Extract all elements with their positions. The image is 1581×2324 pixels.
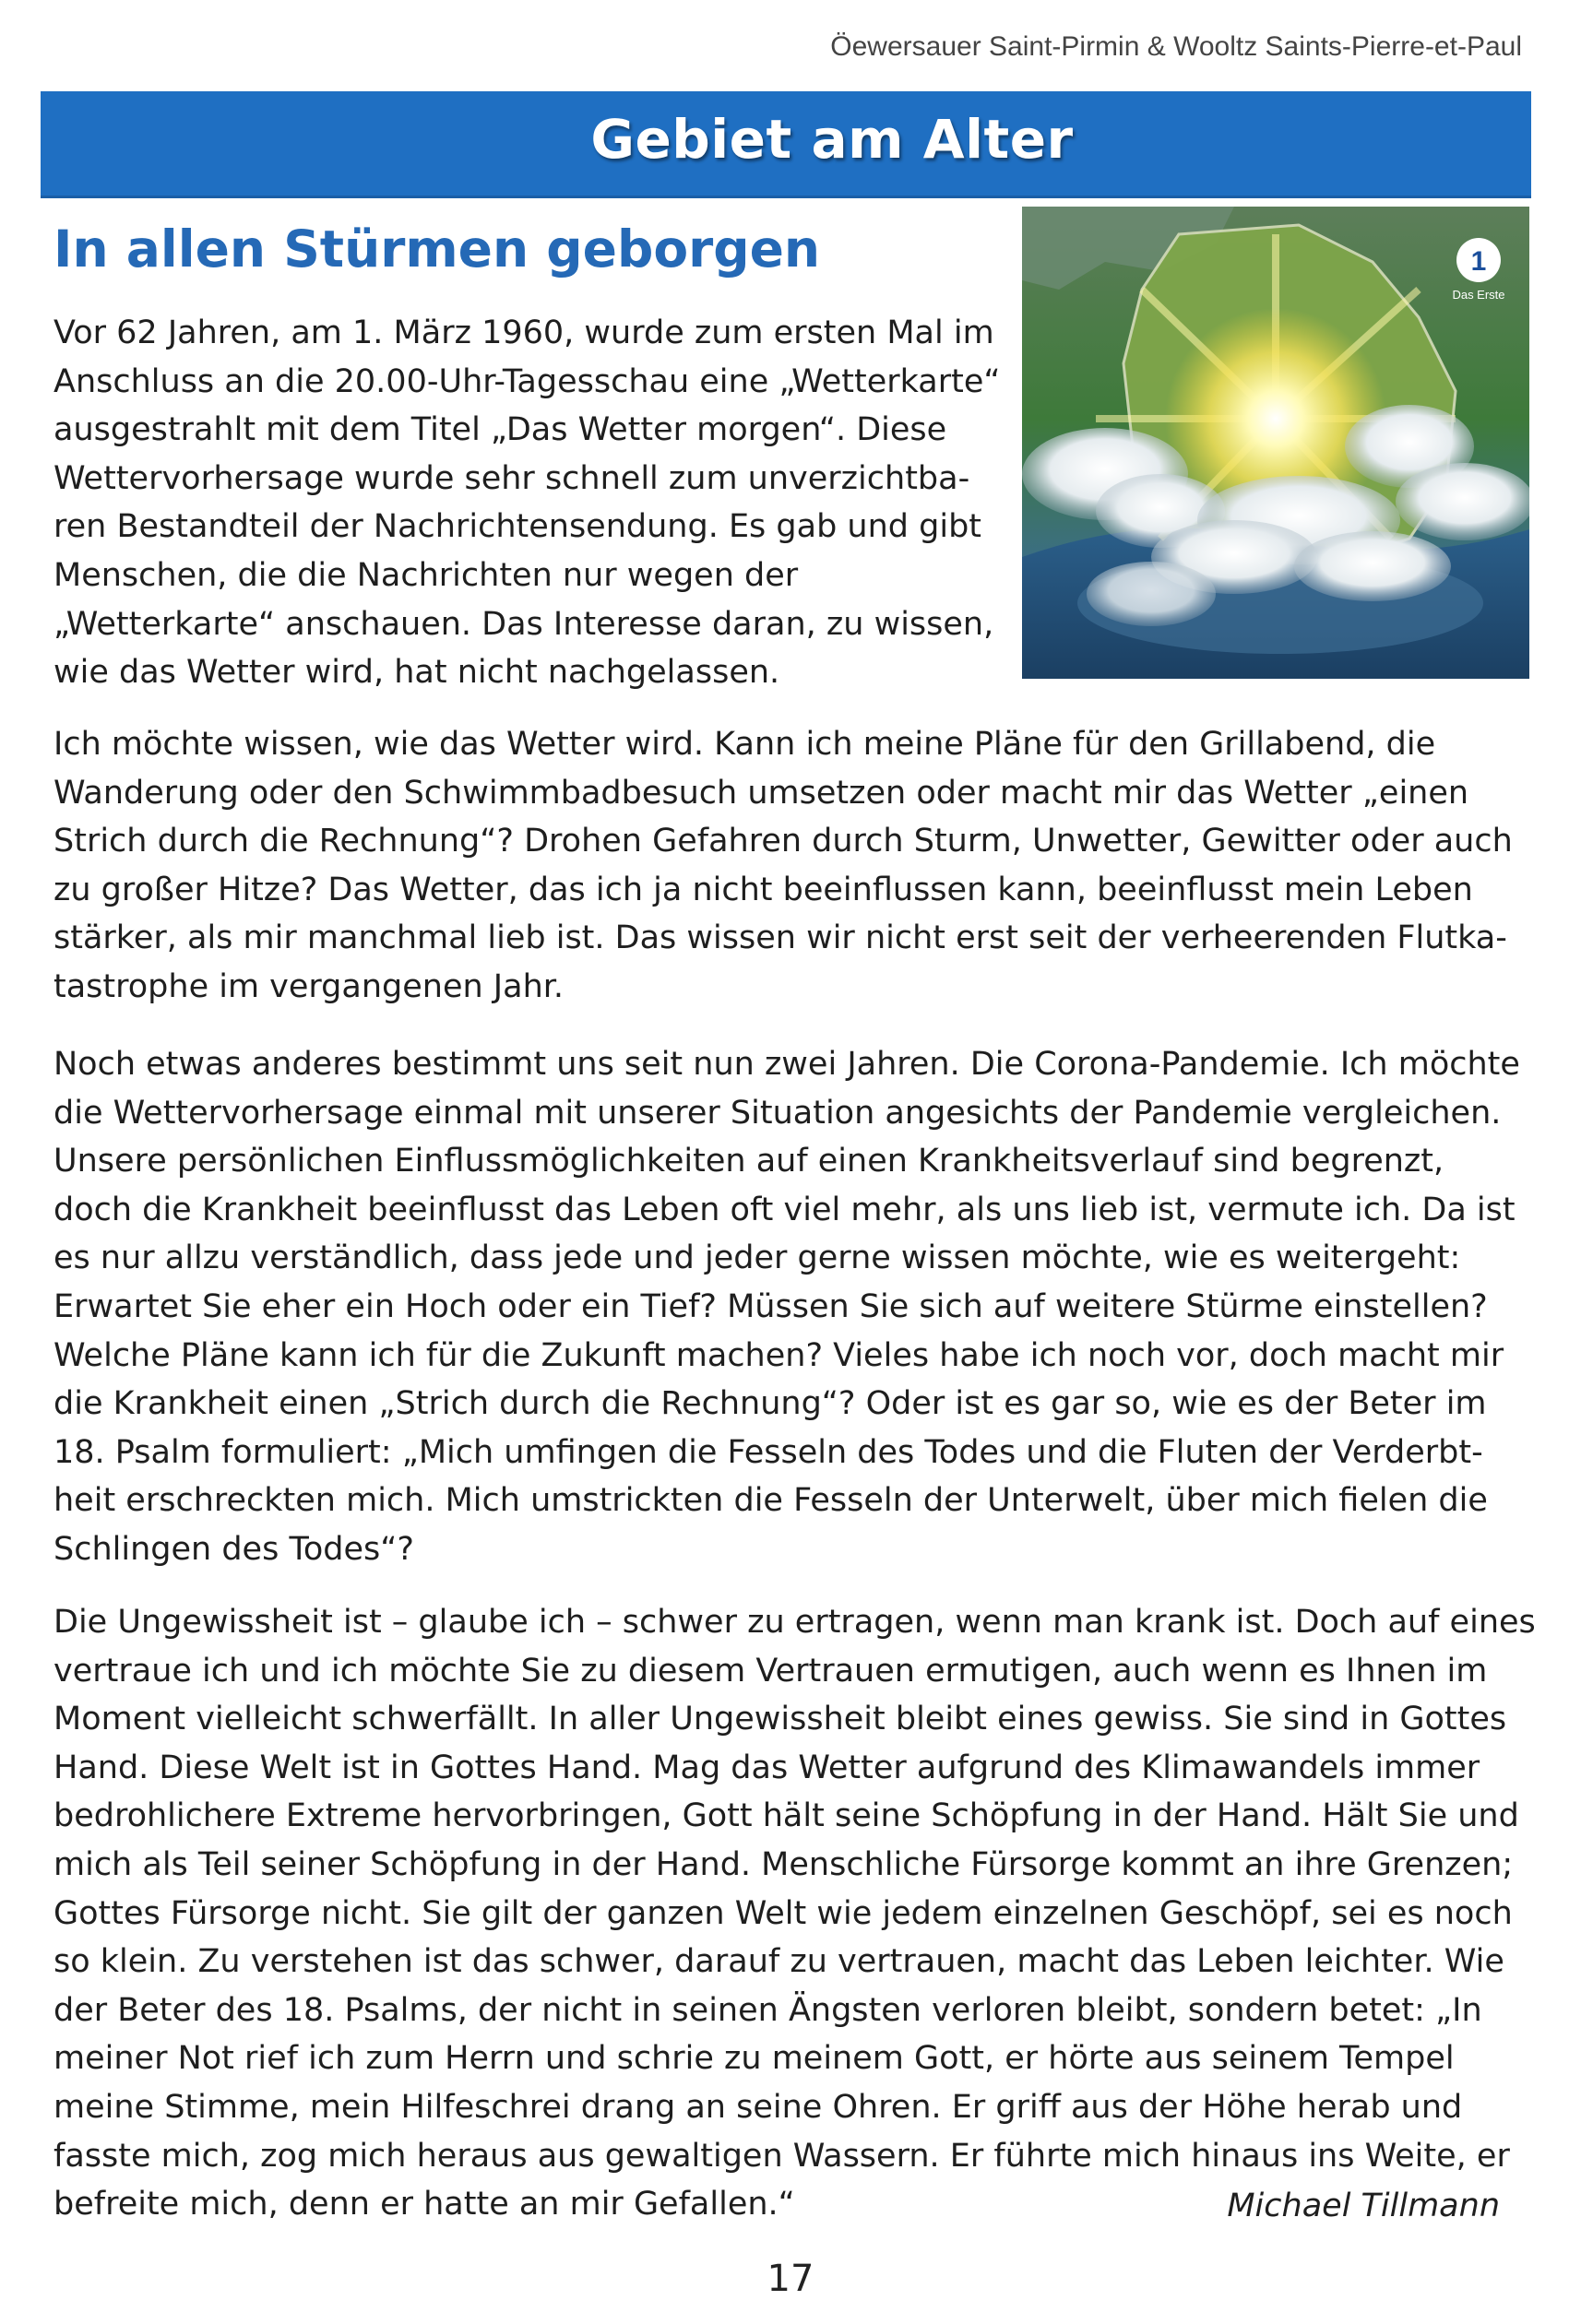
page-number: 17 bbox=[767, 2258, 814, 2300]
text-line: tastrophe im vergangenen Jahr. bbox=[53, 967, 565, 1005]
text-line: Hand. Diese Welt ist in Gottes Hand. Mag das Wetter aufgrund des Klimawandels immer bbox=[53, 1749, 1480, 1786]
article-title: In allen Stürmen geborgen bbox=[53, 219, 821, 279]
text-line: Unsere persönlichen Einflussmöglichkeiten auf einen Krankheitsverlauf sind begrenzt, bbox=[53, 1143, 1444, 1180]
text-line: stärker, als mir manchmal lieb ist. Das wissen wir nicht erst seit der verheerenden Flutka- bbox=[53, 919, 1507, 957]
text-line: Wanderung oder den Schwimmbadbesuch umsetzen oder macht mir das Wetter „einen bbox=[53, 774, 1469, 812]
text-line: Vor 62 Jahren, am 1. März 1960, wurde zum ersten Mal im bbox=[53, 314, 994, 351]
text-line: so klein. Zu verstehen ist das schwer, darauf zu vertrauen, macht das Leben leichter. Wie bbox=[53, 1943, 1504, 1981]
text-line: es nur allzu verständlich, dass jede und jeder gerne wissen möchte, wie es weitergeht: bbox=[53, 1239, 1461, 1277]
body-paragraph-4 bbox=[53, 1598, 1536, 2229]
text-line: Welche Pläne kann ich für die Zukunft machen? Vieles habe ich noch vor, doch macht mir bbox=[53, 1336, 1504, 1374]
text-line: Wettervorhersage wurde sehr schnell zum unverzichtba- bbox=[53, 459, 970, 497]
text-line: 18. Psalm formuliert: „Mich umfingen die Fesseln des Todes und die Fluten der Verderbt- bbox=[53, 1433, 1483, 1471]
text-line: doch die Krankheit beeinflusst das Leben oft viel mehr, als uns lieb ist, vermute ich. Da ist bbox=[53, 1191, 1516, 1228]
weather-map-photo bbox=[1022, 207, 1529, 679]
author-signature: Michael Tillmann bbox=[1227, 2188, 1500, 2224]
text-line: wie das Wetter wird, hat nicht nachgelassen. bbox=[53, 654, 780, 692]
text-line: Anschluss an die 20.00-Uhr-Tagesschau eine „Wetterkarte“ bbox=[53, 362, 1001, 400]
text-line: befreite mich, denn er hatte an mir Gefallen.“ bbox=[53, 2186, 795, 2223]
section-title: Gebiet am Alter bbox=[590, 108, 1074, 171]
logo-caption: Das Erste bbox=[1452, 288, 1505, 302]
intro-paragraph bbox=[53, 309, 1022, 697]
text-line: Die Ungewissheit ist – glaube ich – schwer zu ertragen, wenn man krank ist. Doch auf eines bbox=[53, 1604, 1536, 1641]
text-line: Noch etwas anderes bestimmt uns seit nun zwei Jahren. Die Corona-Pandemie. Ich möchte bbox=[53, 1046, 1520, 1083]
text-line: ausgestrahlt mit dem Titel „Das Wetter morgen“. Diese bbox=[53, 411, 947, 449]
text-line: „Wetterkarte“ anschauen. Das Interesse daran, zu wissen, bbox=[53, 605, 994, 643]
text-line: Strich durch die Rechnung“? Drohen Gefahren durch Sturm, Unwetter, Gewitter oder auch bbox=[53, 823, 1513, 860]
body-paragraph-3 bbox=[53, 1040, 1529, 1574]
text-line: die Krankheit einen „Strich durch die Rechnung“? Oder ist es gar so, wie es der Beter im bbox=[53, 1385, 1487, 1423]
text-line: Gottes Fürsorge nicht. Sie gilt der ganzen Welt wie jedem einzelnen Geschöpf, sei es noch bbox=[53, 1894, 1513, 1932]
text-line: meiner Not rief ich zum Herrn und schrie zu meinem Gott, er hörte aus seinem Tempel bbox=[53, 2040, 1455, 2078]
text-line: zu großer Hitze? Das Wetter, das ich ja nicht beeinflussen kann, beeinflusst mein Leben bbox=[53, 871, 1473, 908]
text-line: Erwartet Sie eher ein Hoch oder ein Tief? Müssen Sie sich auf weitere Stürme einstellen? bbox=[53, 1287, 1488, 1325]
text-line: meine Stimme, mein Hilfeschrei drang an seine Ohren. Er griff aus der Höhe herab und bbox=[53, 2088, 1463, 2126]
text-line: vertraue ich und ich möchte Sie zu diesem Vertrauen ermutigen, auch wenn es Ihnen im bbox=[53, 1652, 1488, 1690]
text-line: Ich möchte wissen, wie das Wetter wird. Kann ich meine Pläne für den Grillabend, die bbox=[53, 726, 1436, 763]
text-line: bedrohlichere Extreme hervorbringen, Gott hält seine Schöpfung in der Hand. Hält Sie und bbox=[53, 1797, 1519, 1835]
text-line: mich als Teil seiner Schöpfung in der Hand. Menschliche Fürsorge kommt an ihre Grenzen; bbox=[53, 1845, 1514, 1883]
text-line: Menschen, die die Nachrichten nur wegen der bbox=[53, 556, 799, 594]
body-paragraph-2 bbox=[53, 720, 1529, 1012]
text-line: Schlingen des Todes“? bbox=[53, 1530, 414, 1568]
text-line: die Wettervorhersage einmal mit unserer Situation angesichts der Pandemie vergleichen. bbox=[53, 1094, 1502, 1132]
logo-number: 1 bbox=[1470, 246, 1487, 277]
text-line: ren Bestandteil der Nachrichtensendung. Es gab und gibt bbox=[53, 508, 982, 546]
text-line: heit erschreckten mich. Mich umstrickten die Fesseln der Unterwelt, über mich fielen die bbox=[53, 1482, 1488, 1520]
section-banner bbox=[41, 91, 1531, 198]
text-line: Moment vielleicht schwerfällt. In aller Ungewissheit bleibt eines gewiss. Sie sind in Gottes bbox=[53, 1701, 1507, 1738]
running-head: Öewersauer Saint-Pirmin & Wooltz Saints-Pierre-et-Paul bbox=[830, 31, 1522, 62]
text-line: fasste mich, zog mich heraus aus gewaltigen Wassern. Er führte mich hinaus ins Weite, er bbox=[53, 2137, 1510, 2175]
text-line: der Beter des 18. Psalms, der nicht in seinen Ängsten verloren bleibt, sondern betet: „In bbox=[53, 1991, 1482, 2029]
